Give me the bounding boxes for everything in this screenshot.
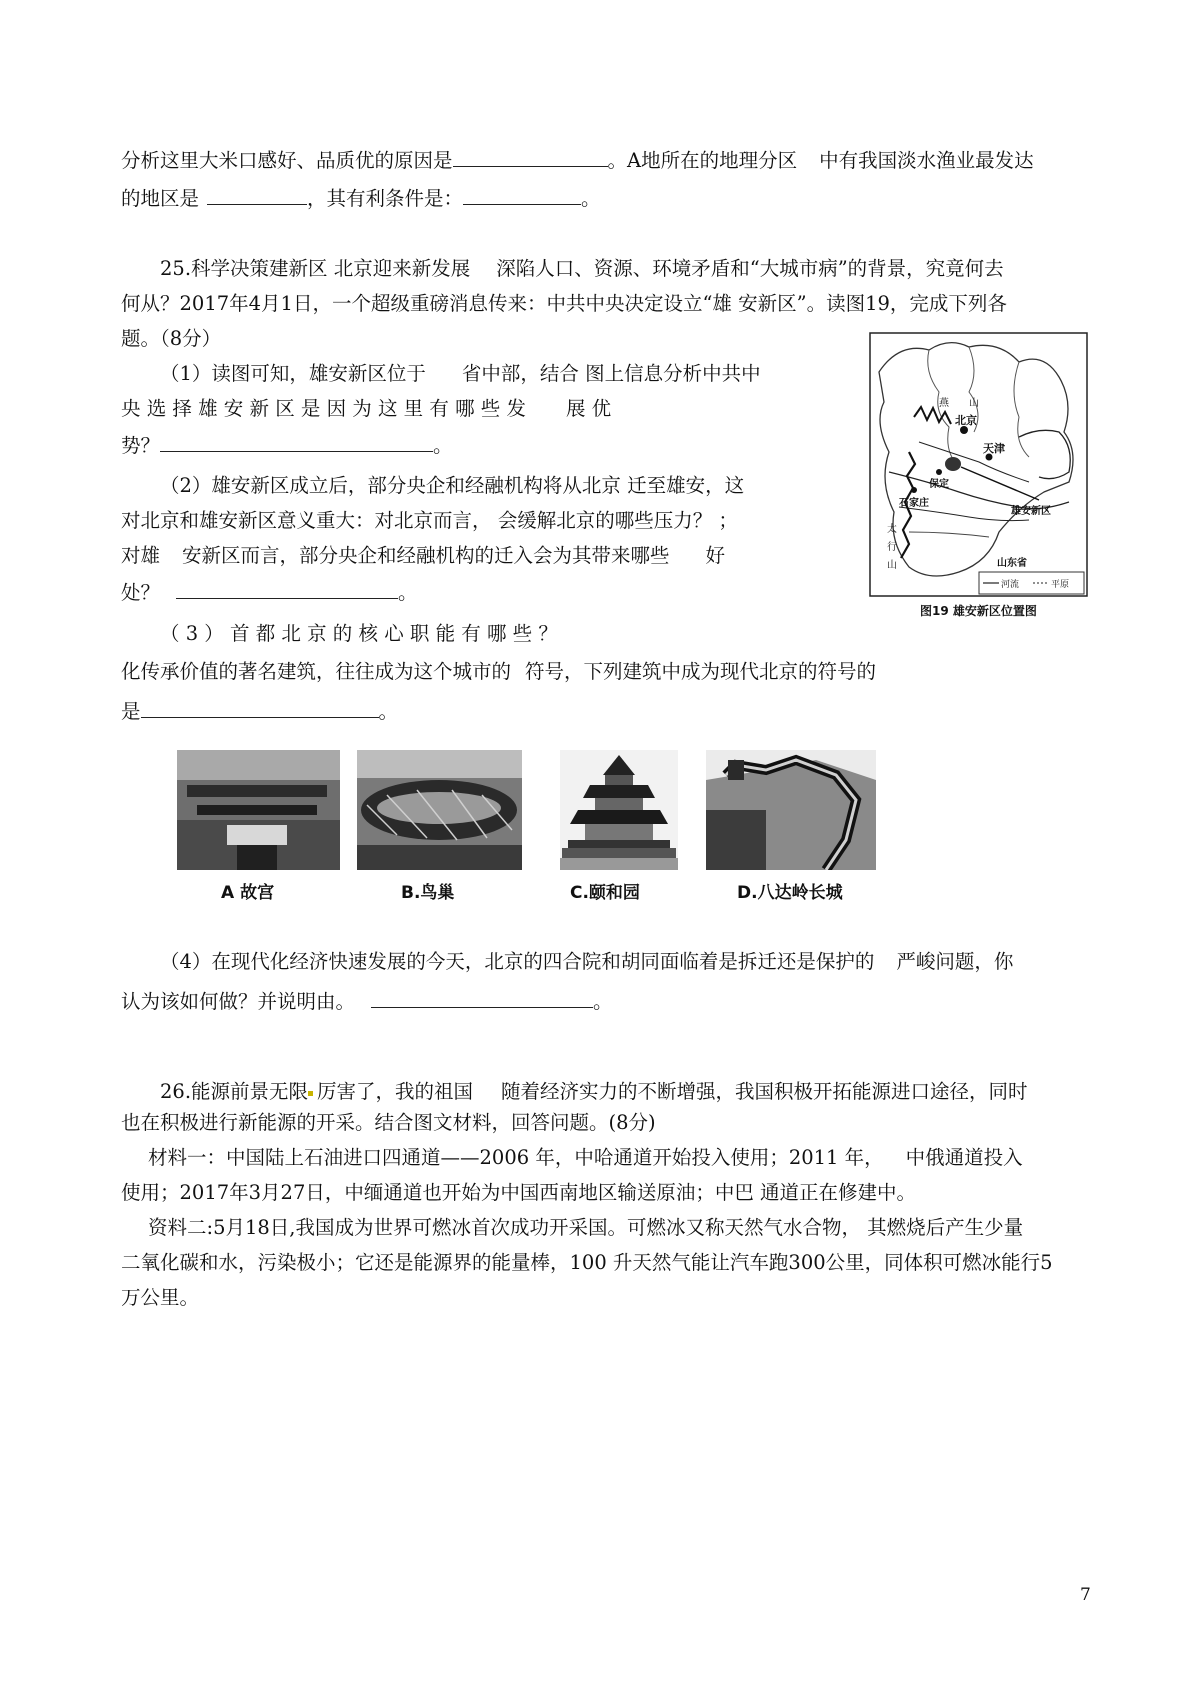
marker-dot	[308, 1091, 313, 1096]
q25-intro-line: 25.科学决策建新区 北京迎来新发展 深陷人口、资源、环境矛盾和“大城市病”的背景，究竟何去	[160, 257, 1004, 280]
question-text: 的地区是	[121, 187, 200, 210]
q26-material2-line: 资料二:5月18日,我国成为世界可燃冰首次成功开采国。可燃冰又称天然气水合物， 其燃烧后产生少量	[148, 1216, 1024, 1239]
q25-part1-line: （1）读图可知，雄安新区位于 省中部，结合 图上信息分析中共中	[160, 362, 761, 385]
q25-part3-line: （ 3 ） 首 都 北 京 的 核 心 职 能 有 哪 些 ？	[160, 622, 558, 645]
map-label-hang: 行	[887, 542, 897, 553]
map-label-shan: 山	[887, 560, 897, 571]
q26-material2-line: 二氧化碳和水，污染极小；它还是能源界的能量棒，100 升天然气能让汽车跑300公里，同体积可燃冰能行5	[121, 1251, 1053, 1274]
map-label-tianjin: 天津	[983, 442, 1005, 455]
map-label-beijing: 北京	[955, 414, 977, 427]
question-text: ，其有利条件是：	[307, 187, 464, 210]
map-label-xiongan: 雄安新区	[1011, 506, 1051, 517]
answer-blank[interactable]	[176, 578, 398, 599]
map-label-tai: 太	[887, 524, 897, 535]
q25-part4-line: （4）在现代化经济快速发展的今天，北京的四合院和胡同面临着是拆迁还是保护的 严峻问题，你	[160, 950, 1014, 973]
q25-part3-line: 是 。	[121, 697, 398, 725]
question-text: 。A地所在的地理分区	[607, 149, 798, 172]
xiongan-location-map	[869, 332, 1088, 624]
q25-part3-line: 化传承价值的著名建筑，往往成为这个城市的 符号，下列建筑中成为现代北京的符号的	[121, 660, 877, 683]
answer-blank[interactable]	[453, 146, 608, 167]
map-caption: 图19 雄安新区位置图	[920, 604, 1037, 618]
q25-intro-line: 题。（8分）	[121, 327, 222, 350]
q26-material1-line: 使用；2017年3月27日，中缅通道也开始为中国西南地区输送原油；中巴 通道正在修建中。	[121, 1181, 917, 1204]
q25-part1-line: 央 选 择 雄 安 新 区 是 因 为 这 里 有 哪 些 发 展 优	[121, 397, 612, 420]
map-label-shijiazhuang: 石家庄	[899, 498, 929, 509]
q26-material1-line: 材料一：中国陆上石油进口四通道——2006 年，中哈通道开始投入使用；2011 年， 中俄通道投入	[148, 1146, 1023, 1169]
q26-material2-line: 万公里。	[121, 1286, 200, 1309]
answer-blank[interactable]	[463, 184, 581, 205]
answer-blank[interactable]	[207, 184, 307, 205]
map-label-yan: 燕	[939, 398, 949, 409]
map-legend-river: 河流	[1001, 580, 1020, 590]
text-line	[121, 146, 1034, 174]
q25-intro-line: 何从？2017年4月1日，一个超级重磅消息传来：中共中央决定设立“雄 安新区”。读图19，完成下列各	[121, 292, 1007, 315]
q25-part2-line: （2）雄安新区成立后，部分央企和经融机构将从北京 迁至雄安，这	[160, 474, 745, 497]
q26-intro-line: 26.能源前景无限 厉害了，我的祖国 随着经济实力的不断增强，我国积极开拓能源进口途径，同时	[160, 1080, 1028, 1103]
map-legend-plain: 平原	[1051, 580, 1070, 590]
photo-label-a: A 故宫	[221, 883, 275, 903]
photo-label-d: D.八达岭长城	[737, 883, 843, 903]
page-number: 7	[1080, 1585, 1091, 1605]
map-label-shandong: 山东省	[997, 558, 1027, 569]
q25-part2-line: 处？ 。	[121, 578, 418, 606]
q26-intro-line: 也在积极进行新能源的开采。结合图文材料，回答问题。(8分)	[121, 1111, 656, 1134]
q25-part2-line: 对北京和雄安新区意义重大：对北京而言， 会缓解北京的哪些压力？ ；	[121, 509, 738, 532]
answer-blank[interactable]	[160, 431, 433, 452]
answer-blank[interactable]	[141, 697, 379, 718]
photo-label-b: B.鸟巢	[401, 883, 455, 903]
q25-part2-line: 对雄 安新区而言，部分央企和经融机构的迁入会为其带来哪些 好	[121, 544, 726, 567]
question-text: 中有我国淡水渔业最发达	[819, 149, 1034, 172]
map-label-shan: 山	[969, 398, 979, 409]
map-label-baoding: 保定	[929, 479, 949, 490]
text-line	[121, 184, 601, 212]
q25-part4-line: 认为该如何做？并说明由。 。	[121, 987, 613, 1015]
answer-blank[interactable]	[371, 987, 593, 1008]
photo-label-c: C.颐和园	[570, 883, 640, 903]
question-text: 分析这里大米口感好、品质优的原因是	[121, 149, 453, 172]
question-text: 。	[581, 187, 601, 210]
q25-part1-line: 势？ 。	[121, 431, 453, 459]
